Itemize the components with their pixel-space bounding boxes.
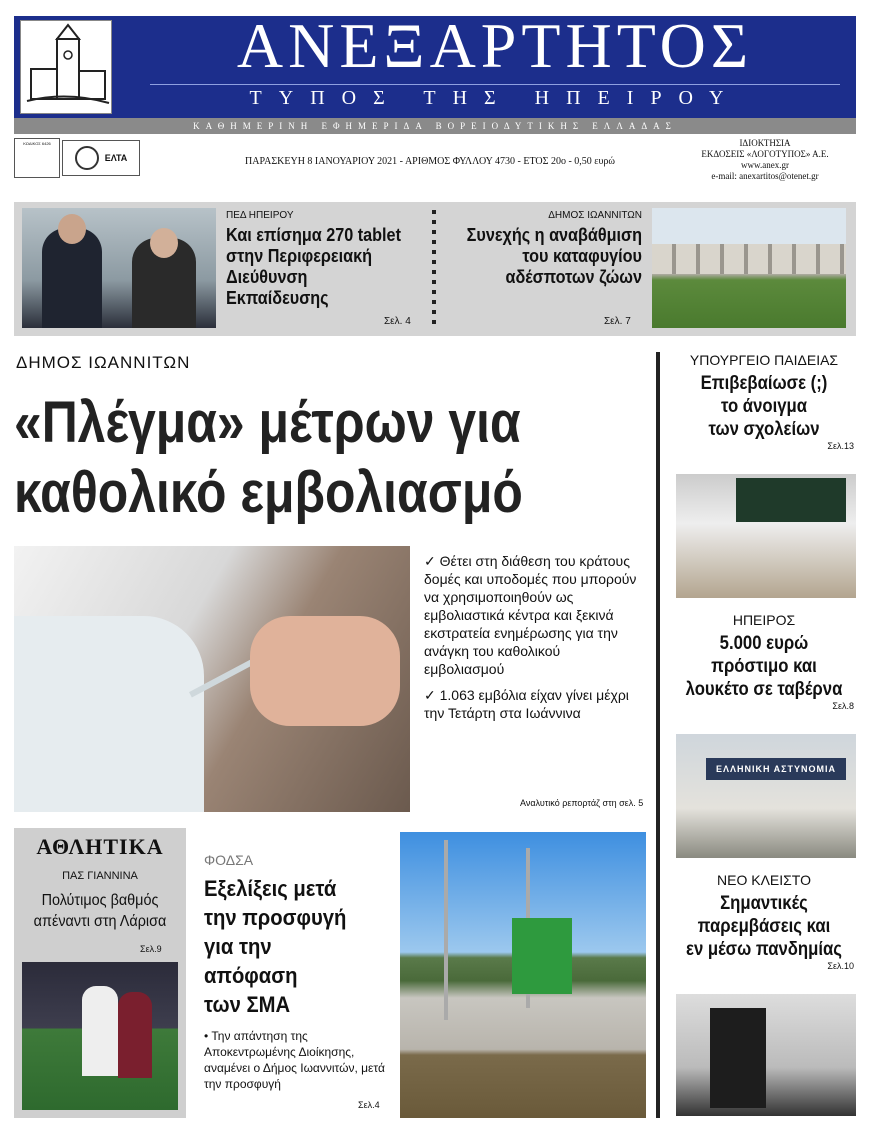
- teaser-photo-tablets: [22, 208, 216, 328]
- teaser-headline-line: Διεύθυνση Εκπαίδευσης: [226, 267, 329, 308]
- newspaper-logo: [20, 20, 112, 114]
- owner-publisher: ΕΚΔΟΣΕΙΣ «ΛΟΓΟΤΥΠΟΣ» Α.Ε.: [701, 149, 829, 159]
- fodsa-body: • Την απάντηση της Αποκεντρωμένης Διοίκησης, αναμένει ο Δήμος Ιωαννιτών, μετά την προσφυγή: [204, 1029, 385, 1091]
- owner-email[interactable]: e-mail: anexartitos@otenet.gr: [711, 171, 819, 181]
- main-report-ref: Αναλυτικό ρεπορτάζ στη σελ. 5: [520, 798, 644, 808]
- fodsa-headline-line: την προσφυγή: [204, 905, 347, 930]
- teaser-page: Σελ. 4: [384, 316, 411, 327]
- main-headline-line: «Πλέγμα» μέτρων για: [14, 390, 521, 455]
- teaser-kicker: ΔΗΜΟΣ ΙΩΑΝΝΙΤΩΝ: [548, 210, 642, 221]
- main-headline[interactable]: [14, 388, 547, 528]
- sports-headline-line: Πολύτιμος βαθμός: [41, 892, 159, 909]
- ownership-info: [690, 138, 840, 182]
- fodsa-kicker: ΦΟΔΣΑ: [204, 852, 254, 868]
- owner-website[interactable]: www.anex.gr: [741, 160, 789, 170]
- teaser-kicker: ΠΕΔ ΗΠΕΙΡΟΥ: [226, 210, 294, 221]
- teaser-headline: [466, 225, 642, 288]
- seal-icon: [75, 146, 99, 170]
- main-photo-vaccination: [14, 546, 410, 812]
- right-headline: [680, 632, 849, 701]
- police-sign: ΕΛΛΗΝΙΚΗ ΑΣΤΥΝΟΜΙΑ: [706, 758, 846, 780]
- owner-label: ΙΔΙΟΚΤΗΣΙΑ: [739, 138, 791, 148]
- fodsa-page: Σελ.4: [358, 1100, 380, 1110]
- right-headline: [680, 372, 849, 441]
- fodsa-headline-line: για την: [204, 934, 272, 959]
- sports-title: ΑΘΛΗΤΙΚΑ: [36, 834, 164, 859]
- right-headline-line: των σχολείων: [708, 419, 820, 440]
- teaser-headline-line: του καταφυγίου: [522, 246, 642, 266]
- right-headline-line: 5.000 ευρώ: [719, 633, 809, 654]
- right-kicker: ΥΠΟΥΡΓΕΙΟ ΠΑΙΔΕΙΑΣ: [689, 352, 839, 368]
- postage-stamp: [14, 138, 60, 178]
- right-headline-line: πρόστιμο και: [711, 656, 817, 677]
- main-kicker: ΔΗΜΟΣ ΙΩΑΝΝΙΤΩΝ: [16, 353, 191, 372]
- teaser-headline: [226, 225, 406, 309]
- fodsa-headline-line: απόφαση: [204, 963, 298, 988]
- sports-kicker: ΠΑΣ ΓΙΑΝΝΙΝΑ: [62, 870, 138, 882]
- right-photo-police: [676, 734, 856, 858]
- dotted-divider: [432, 210, 436, 328]
- teaser-story-tablets[interactable]: [226, 210, 426, 309]
- right-headline-line: το άνοιγμα: [720, 396, 808, 417]
- tagline-bar: ΚΑΘΗΜΕΡΙΝΗ ΕΦΗΜΕΡΙΔΑ ΒΟΡΕΙΟΔΥΤΙΚΗΣ ΕΛΛΑΔΑΣ: [14, 118, 856, 134]
- newspaper-title: ΑΝΕΞΑΡΤΗΤΟΣ: [236, 10, 754, 81]
- right-page: Σελ.13: [827, 441, 854, 451]
- fodsa-photo-containers: [400, 832, 646, 1118]
- teaser-headline-line: Συνεχής η αναβάθμιση: [466, 225, 642, 245]
- main-bullets: [424, 552, 642, 730]
- right-headline-line: Επιβεβαίωσε (;): [700, 373, 828, 394]
- fodsa-headline-line: Εξελίξεις μετά: [204, 876, 337, 901]
- right-kicker: ΗΠΕΙΡΟΣ: [732, 612, 796, 628]
- church-logo-icon: [21, 21, 113, 115]
- column-divider: [656, 352, 660, 1118]
- right-story-schools[interactable]: [668, 352, 860, 451]
- right-photo-classroom: [676, 474, 856, 598]
- sports-page: Σελ.9: [140, 944, 162, 954]
- sports-headline-line: απέναντι στη Λάρισα: [33, 913, 167, 930]
- stamp-code: ΚΩΔΙΚΟΣ 6426: [23, 141, 51, 146]
- fodsa-headline-line: των ΣΜΑ: [204, 992, 291, 1017]
- dateline: ΠΑΡΑΣΚΕΥΗ 8 ΙΑΝΟΥΑΡΙΟΥ 2021 - ΑΡΙΘΜΟΣ ΦΥΛΛΟΥ 4730 - ΕΤΟΣ 20ο - 0,50 ευρώ: [245, 156, 615, 167]
- right-photo-prison: [676, 994, 856, 1116]
- newspaper-subtitle: ΤΥΠΟΣ ΤΗΣ ΗΠΕΙΡΟΥ: [150, 84, 840, 110]
- main-bullet: ✓ 1.063 εμβόλια είχαν γίνει μέχρι την Τετάρτη στα Ιωάννινα: [424, 687, 629, 721]
- teaser-page: Σελ. 7: [604, 316, 631, 327]
- teaser-photo-shelter: [652, 208, 846, 328]
- right-headline-line: παρεμβάσεις και: [697, 916, 831, 937]
- right-kicker: ΝΕΟ ΚΛΕΙΣΤΟ: [717, 872, 811, 888]
- right-headline-line: εν μέσω πανδημίας: [686, 939, 842, 960]
- fodsa-headline[interactable]: [204, 874, 379, 1019]
- right-headline-line: λουκέτο σε ταβέρνα: [685, 679, 843, 700]
- right-page: Σελ.10: [827, 961, 854, 971]
- right-story-prison[interactable]: [668, 872, 860, 971]
- elta-badge: [62, 140, 140, 176]
- main-bullet: ✓ Θέτει στη διάθεση του κράτους δομές και υποδομές που μπορούν να χρησιμοποιηθούν ως εμβολιαστικά κέντρα και ξεκινά εκστρατεία ενημέρωσης για την ανάγκη του καθολικού εμβολιασμού: [424, 553, 637, 677]
- main-headline-line: καθολικό εμβολιασμό: [14, 460, 523, 525]
- right-page: Σελ.8: [832, 701, 854, 711]
- right-story-taverna[interactable]: [668, 612, 860, 711]
- sports-photo-soccer: [22, 962, 178, 1110]
- teaser-headline-line: αδέσποτων ζώων: [505, 267, 642, 287]
- sports-headline[interactable]: [23, 890, 178, 932]
- teaser-headline-line: Και επίσημα 270 tablet: [226, 225, 401, 245]
- right-headline: [680, 892, 849, 961]
- teaser-story-shelter[interactable]: [446, 210, 642, 288]
- teaser-headline-line: στην Περιφερειακή: [226, 246, 373, 266]
- elta-label: ΕΛΤΑ: [104, 153, 128, 163]
- right-headline-line: Σημαντικές: [720, 893, 808, 914]
